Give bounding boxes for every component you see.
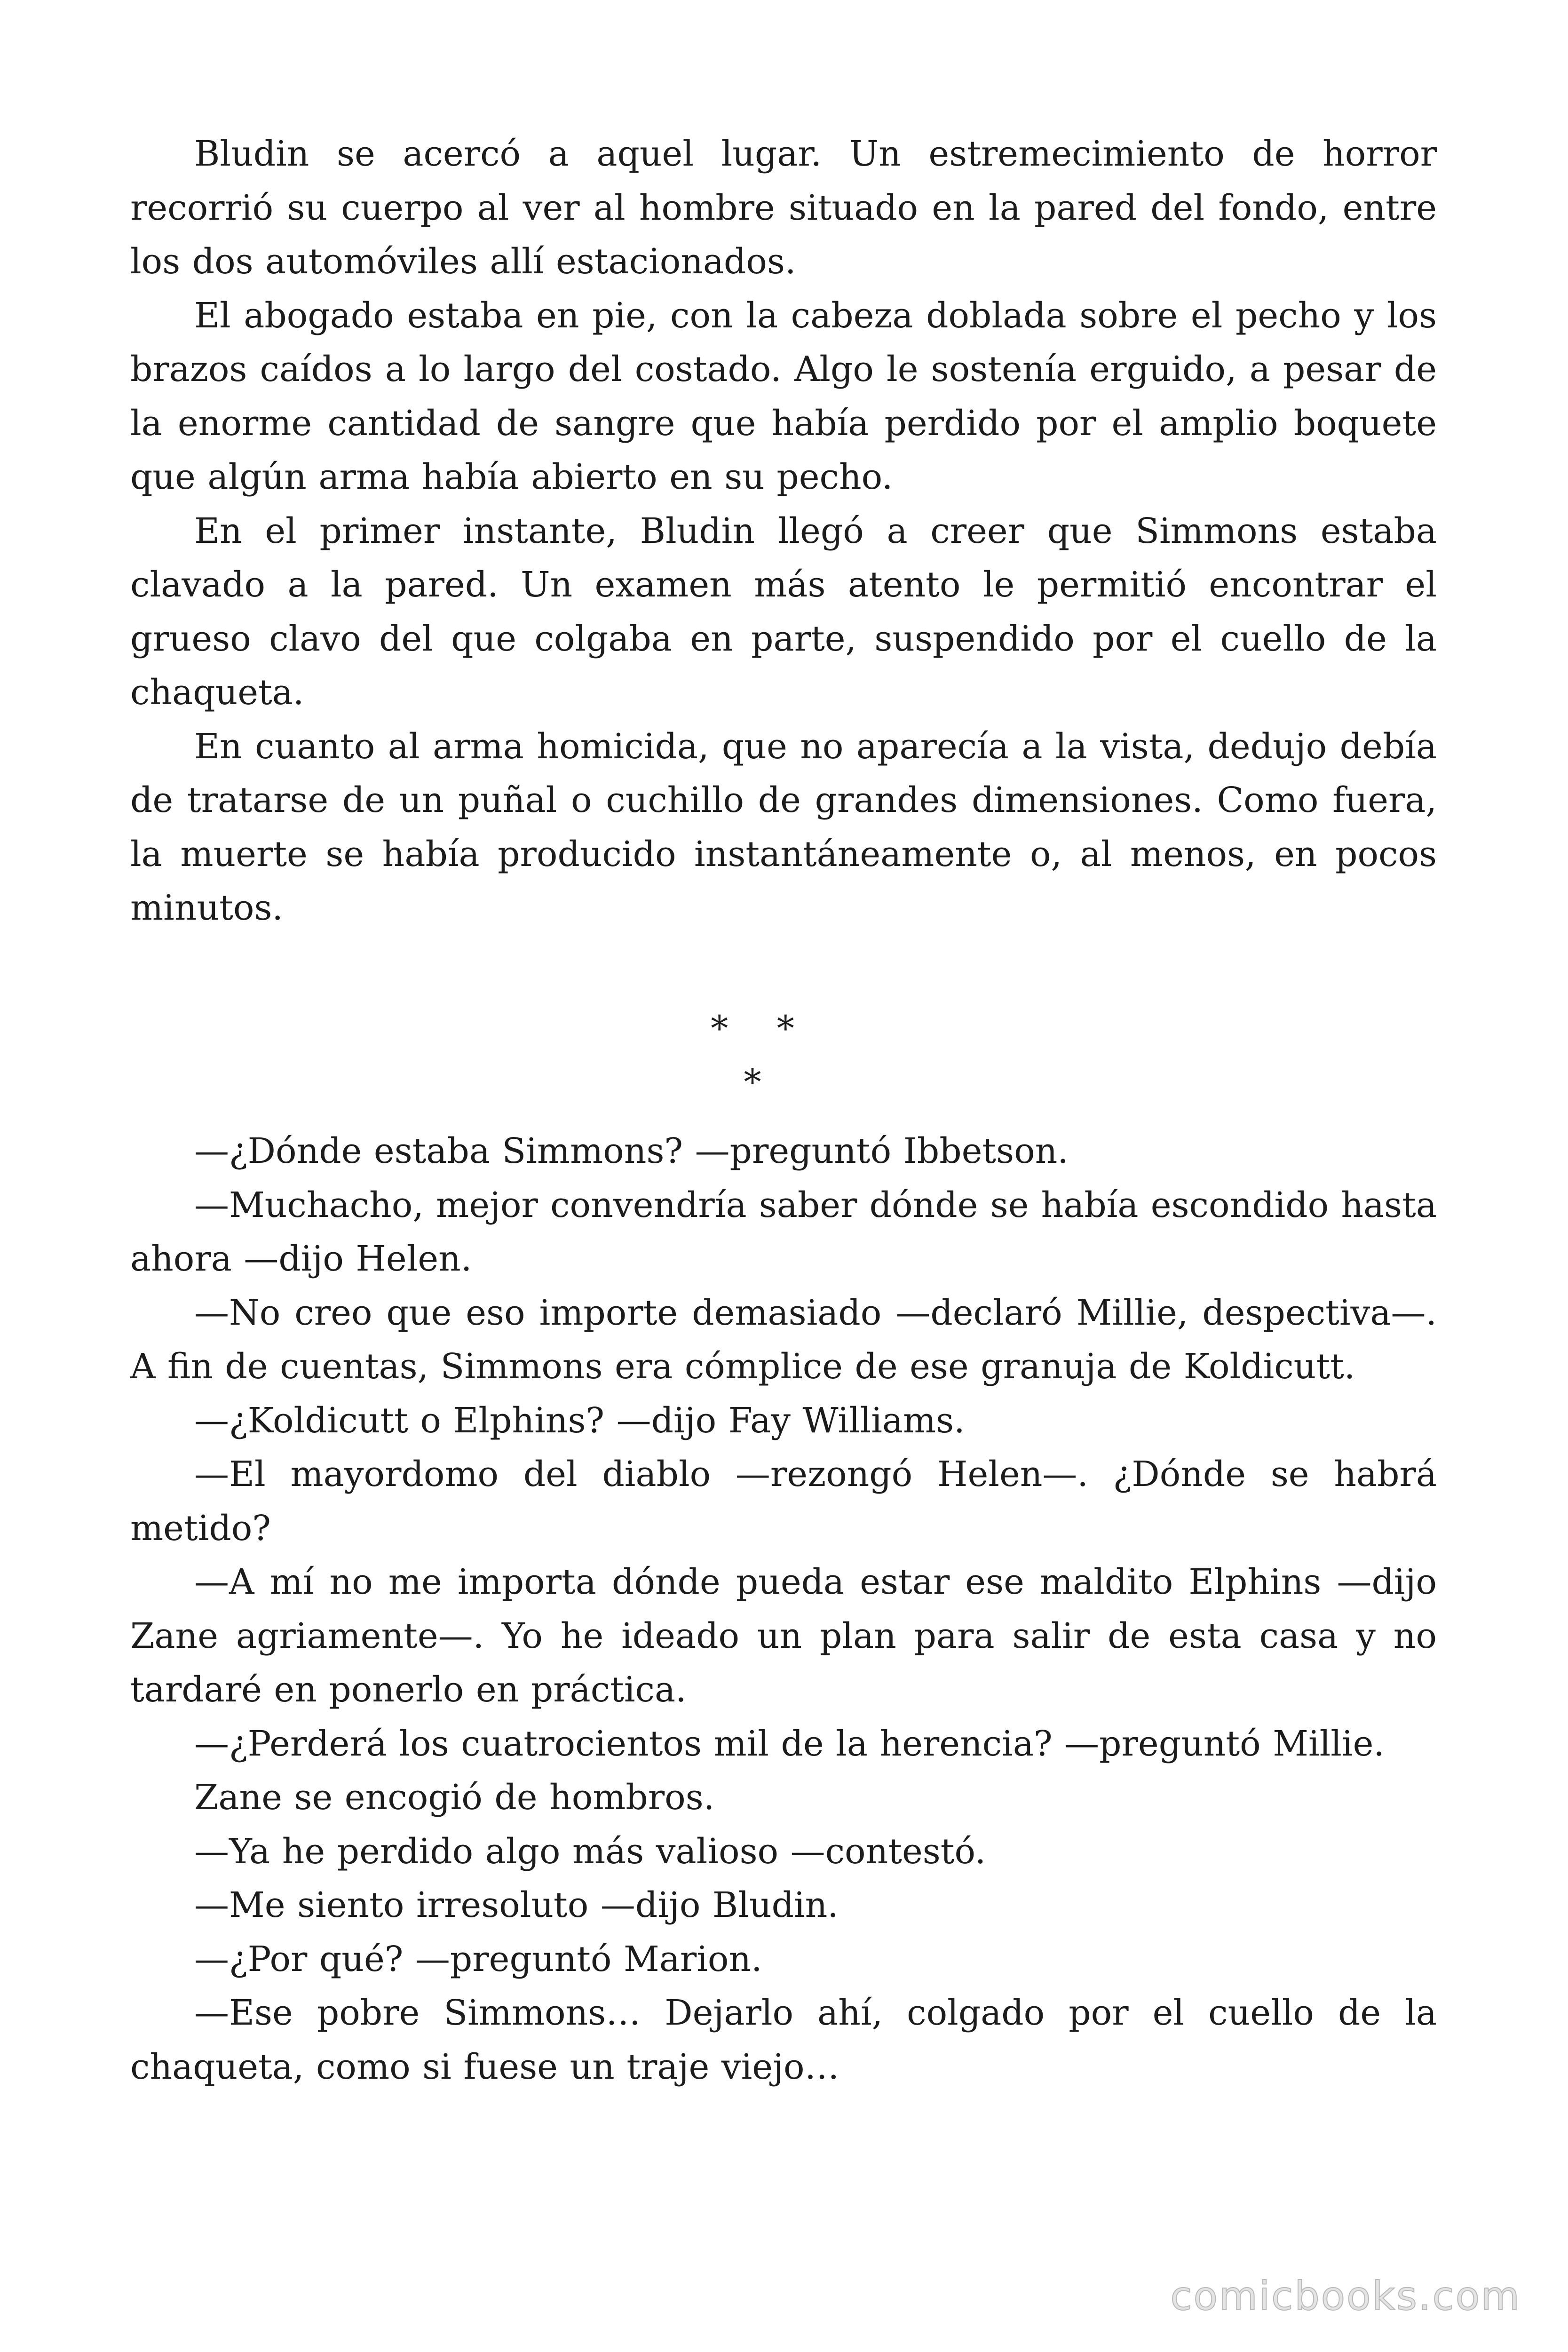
paragraph: El abogado estaba en pie, con la cabeza doblada sobre el pecho y los brazos caídos a lo largo del costado. Algo le sostenía erguido, a pesar de la enorme cantidad de sangre que había perdido por el amplio boquete que algún arma había abierto en su pecho.: [130, 295, 1437, 497]
paragraph: En cuanto al arma homicida, que no aparecía a la vista, dedujo debía de tratarse de un puñal o cuchillo de grandes dimensiones. Como fuera, la muerte se había producido instantáneamente o, al menos, en pocos minutos.: [130, 726, 1437, 928]
watermark: comicbooks.com: [1170, 2273, 1521, 2319]
dialogue-paragraph: Zane se encogió de hombros.: [194, 1777, 715, 1818]
dialogue-paragraph: —A mí no me importa dónde pueda estar ese maldito Elphins —dijo Zane agriamente—. Yo he ideado un plan para salir de esta casa y no tardaré en ponerlo en práctica.: [130, 1562, 1437, 1710]
paragraph: En el primer instante, Bludin llegó a creer que Simmons estaba clavado a la pared. Un examen más atento le permitió encontrar el grueso clavo del que colgaba en parte, suspendido por el cuello de la chaqueta.: [130, 510, 1437, 713]
dialogue-paragraph: —Muchacho, mejor convendría saber dónde se había escondido hasta ahora —dijo Helen.: [130, 1184, 1437, 1279]
page-body-section-2: [130, 1124, 1437, 2094]
section-break: * * *: [711, 1009, 813, 1103]
dialogue-paragraph: —Me siento irresoluto —dijo Bludin.: [194, 1885, 839, 1925]
dialogue-paragraph: —¿Por qué? —preguntó Marion.: [194, 1939, 762, 1979]
dialogue-paragraph: —No creo que eso importe demasiado —declaró Millie, despectiva—. A fin de cuentas, Simmons era cómplice de ese granuja de Koldicutt.: [130, 1292, 1437, 1387]
dialogue-paragraph: —¿Dónde estaba Simmons? —preguntó Ibbetson.: [194, 1131, 1069, 1171]
dialogue-paragraph: —¿Perderá los cuatrocientos mil de la herencia? —preguntó Millie.: [194, 1723, 1385, 1764]
dialogue-paragraph: —¿Koldicutt o Elphins? —dijo Fay Williams.: [194, 1400, 965, 1441]
paragraph: Bludin se acercó a aquel lugar. Un estremecimiento de horror recorrió su cuerpo al ver al hombre situado en la pared del fondo, entre los dos automóviles allí estacionados.: [130, 134, 1437, 282]
dialogue-paragraph: —El mayordomo del diablo —rezongó Helen—. ¿Dónde se habrá metido?: [130, 1454, 1437, 1549]
dialogue-paragraph: —Ya he perdido algo más valioso —contestó.: [194, 1831, 986, 1872]
dialogue-paragraph: —Ese pobre Simmons… Dejarlo ahí, colgado por el cuello de la chaqueta, como si fuese un traje viejo…: [130, 1993, 1437, 2087]
page-body-section-1: [130, 127, 1437, 935]
